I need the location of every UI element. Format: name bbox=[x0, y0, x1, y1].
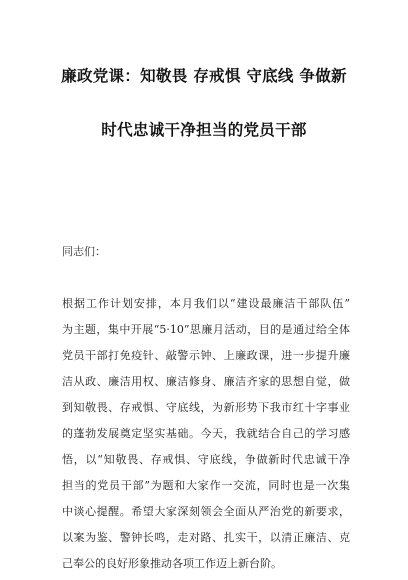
body-line: 担当的党员干部”为题和大家作一交流，同时也是一次集 bbox=[62, 479, 350, 492]
body-line: 为主题，集中开展“5·10”思廉月活动，目的是通过给全体 bbox=[62, 323, 350, 336]
body-line: 到知敬畏、存戒惧、守底线，为新形势下我市红十字事业 bbox=[62, 401, 350, 414]
body-paragraph bbox=[62, 291, 350, 577]
body-line: 悟，以“知敬畏、存戒惧、守底线，争做新时代忠诚干净 bbox=[62, 453, 350, 466]
body-line: 洁从政、廉洁用权、廉洁修身、廉洁齐家的思想自觉，做 bbox=[62, 375, 350, 388]
body-line: 以案为鉴、警钟长鸣，走对路、扎实干，以清正廉洁、克 bbox=[62, 531, 350, 544]
body-line: 中谈心提醒。希望大家深刻领会全面从严治党的新要求， bbox=[62, 505, 350, 518]
document-title-line-2: 时代忠诚干净担当的党员干部 bbox=[101, 121, 307, 139]
greeting: 同志们： bbox=[62, 245, 106, 258]
body-line: 的蓬勃发展奠定坚实基础。今天，我就结合自己的学习感 bbox=[62, 427, 350, 440]
body-line: 根据工作计划安排，本月我们以“建设最廉洁干部队伍” bbox=[62, 297, 350, 310]
body-line: 党员干部打免疫针、敲警示钟、上廉政课，进一步提升廉 bbox=[62, 349, 350, 362]
document-title-line-1: 廉政党课：知敬畏 存戒惧 守底线 争做新 bbox=[61, 67, 347, 85]
body-line: 己奉公的良好形象推动各项工作迈上新台阶。 bbox=[62, 557, 282, 570]
